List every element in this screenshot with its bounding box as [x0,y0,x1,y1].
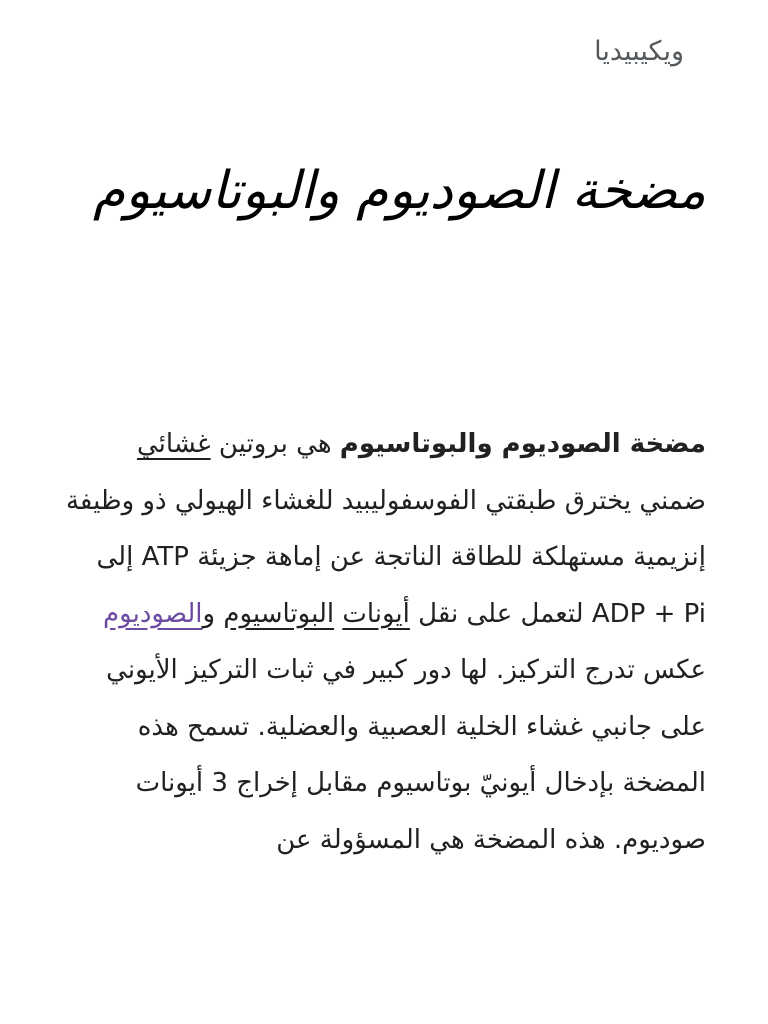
bold-term: مضخة الصوديوم والبوتاسيوم [339,429,706,459]
intro-paragraph [66,416,706,868]
text-segment: و [202,598,224,629]
text-segment: ضمني يخترق طبقتي الفوسفوليبيد للغشاء الهيولي ذو وظيفة إنزيمية مستهلكة للطاقة الناتجة عن إماهة جزيئة ATP إلى ADP + Pi لتعمل على نقل [65,485,706,629]
text-segment: عكس تدرج التركيز. لها دور كبير في ثبات التركيز الأيوني على جانبي غشاء الخلية العصبية والعضلية. تسمح هذه المضخة بإدخال أيونيّ بوتاسيوم مقابل إخراج 3 أيونات صوديوم. هذه المضخة هي المسؤولة عن [106,655,706,855]
link-sodium[interactable]: الصوديوم [103,598,203,629]
page-title: مضخة الصوديوم والبوتاسيوم [93,161,706,221]
link-membrane[interactable]: غشائي [136,429,211,459]
article-body [66,416,706,868]
link-ions[interactable]: أيونات [342,598,410,629]
link-potassium[interactable]: البوتاسيوم [223,598,335,629]
text-segment: هي بروتين [210,429,340,459]
site-name[interactable]: ويكيبيديا [594,36,684,67]
